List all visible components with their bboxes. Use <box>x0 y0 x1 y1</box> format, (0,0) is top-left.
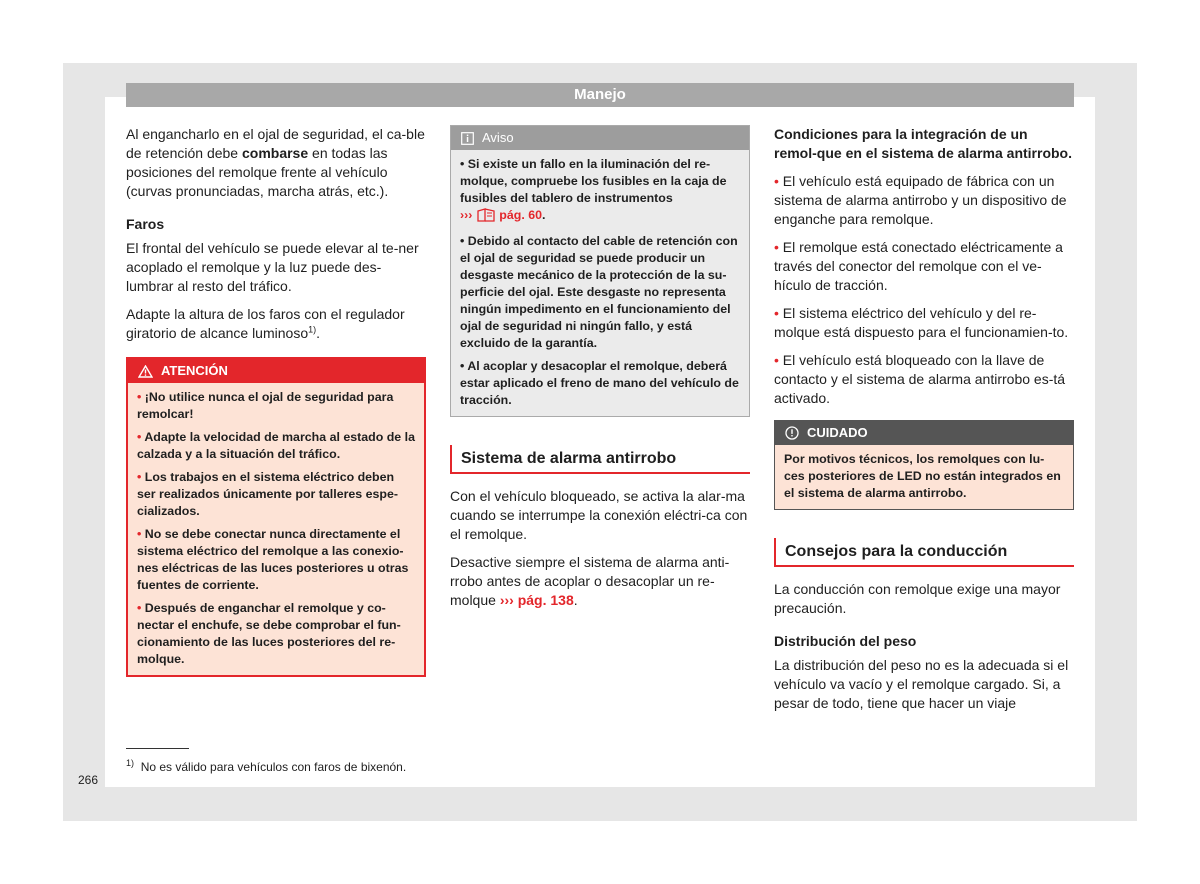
paragraph-alarma-2: Desactive siempre el sistema de alarma anti-rrobo antes de acoplar o desacoplar un re-molque ››› pág. 138. <box>450 554 730 608</box>
footnote-divider <box>126 748 189 749</box>
info-icon <box>461 132 474 145</box>
column-middle <box>450 125 750 619</box>
warning-item: • Después de enganchar el remolque y co-nectar el enchufe, se debe comprobar el fun-cionamiento de las luces posteriores del re-molque. <box>137 601 401 666</box>
warning-item: • ¡No utilice nunca el ojal de seguridad para remolcar! <box>137 390 394 421</box>
column-left <box>126 125 426 677</box>
column-right <box>774 125 1074 722</box>
section-title-consejos: Consejos para la conducción <box>774 538 1074 567</box>
condition-item: • El sistema eléctrico del vehículo y del re-molque está dispuesto para el funcionamien-to. <box>774 305 1069 340</box>
book-icon <box>476 208 496 227</box>
link-page-60[interactable]: pág. 60 <box>499 208 542 222</box>
page-header: Manejo <box>126 83 1074 107</box>
cuidado-body: Por motivos técnicos, los remolques con lu-ces posteriores de LED no están integrados en el sistema de alarma antirrobo. <box>775 445 1073 509</box>
paragraph-distribucion: La distribución del peso no es la adecuada si el vehículo va vacío y el remolque cargado. Si, a pesar de todo, tiene que hacer un viaje <box>774 657 1069 711</box>
aviso-body <box>451 150 749 416</box>
subheading-distribucion: Distribución del peso <box>774 633 917 649</box>
footnote-ref: 1) <box>308 324 317 335</box>
link-page-138[interactable]: pág. 138 <box>517 592 574 608</box>
section-title-alarma: Sistema de alarma antirrobo <box>450 445 750 474</box>
condition-item: • El vehículo está equipado de fábrica con un sistema de alarma antirrobo y un dispositivo de enganche para remolque. <box>774 173 1067 227</box>
warning-triangle-icon <box>138 365 153 378</box>
footnote: $^{1)}$ No es válido para vehículos con faros de bixenón. <box>126 758 407 774</box>
warning-item: • Los trabajos en el sistema eléctrico deben ser realizados únicamente por talleres espe-cializados. <box>137 470 399 518</box>
warning-item: • No se debe conectar nunca directamente el sistema eléctrico del remolque a las conexio-nes eléctricas de las luces posteriores u otras fuentes de corriente. <box>137 527 409 592</box>
paragraph-faros: El frontal del vehículo se puede elevar al te-ner acoplado el remolque y la luz puede des-lumbrar al resto del tráfico. <box>126 240 419 294</box>
aviso-item: • Al acoplar y desacoplar el remolque, deberá estar aplicado el freno de mano del vehículo de tracción. <box>460 359 739 407</box>
link-ref-marker[interactable]: ››› <box>460 208 473 222</box>
warning-box <box>126 357 426 677</box>
aviso-box <box>450 125 750 417</box>
cuidado-header: CUIDADO <box>775 421 1073 445</box>
warning-body <box>128 383 424 675</box>
aviso-item: • Si existe un fallo en la iluminación del re-molque, compruebe los fusibles en la caja de fusibles del tablero de instrumentos ››› pág. 60. <box>460 156 740 227</box>
cuidado-box <box>774 420 1074 510</box>
condition-item: • El remolque está conectado eléctricamente a través del conector del remolque con el ve-hículo de tracción. <box>774 239 1063 293</box>
link-ref-marker[interactable]: ››› <box>499 592 514 608</box>
warning-item: • Adapte la velocidad de marcha al estado de la calzada y a la situación del tráfico. <box>137 430 415 461</box>
exclamation-circle-icon <box>785 426 799 440</box>
paragraph-regulador: Adapte la altura de los faros con el regulador giratorio de alcance luminoso$^{1)}$. <box>126 306 405 341</box>
aviso-header: Aviso <box>451 126 749 150</box>
paragraph-consejos: La conducción con remolque exige una mayor precaución. <box>774 581 1061 616</box>
warning-header: ATENCIÓN <box>128 359 424 383</box>
subheading-faros: Faros <box>126 216 165 232</box>
paragraph-alarma-1: Con el vehículo bloqueado, se activa la alar-ma cuando se interrumpe la conexión eléctri-ca con el remolque. <box>450 488 748 542</box>
aviso-item: • Debido al contacto del cable de retención con el ojal de seguridad se puede producir un desgaste mecánico de la protección de la su-perficie del ojal. Este desgaste no representa ningún impedimento en el funcionamiento del ojal de seguridad ni ningún fallo, y está excluido de la garantía. <box>460 234 738 350</box>
paragraph-cable: Al engancharlo en el ojal de seguridad, el ca-ble de retención debe combarse en todas las posiciones del remolque frente al vehículo (curvas pronunciadas, marcha atrás, etc.). <box>126 126 425 199</box>
page-number: 266 <box>78 773 99 787</box>
condition-item: • El vehículo está bloqueado con la llave de contacto y el sistema de alarma antirrobo es-tá activado. <box>774 352 1066 406</box>
conditions-title: Condiciones para la integración de un remol-que en el sistema de alarma antirrobo. <box>774 126 1072 161</box>
